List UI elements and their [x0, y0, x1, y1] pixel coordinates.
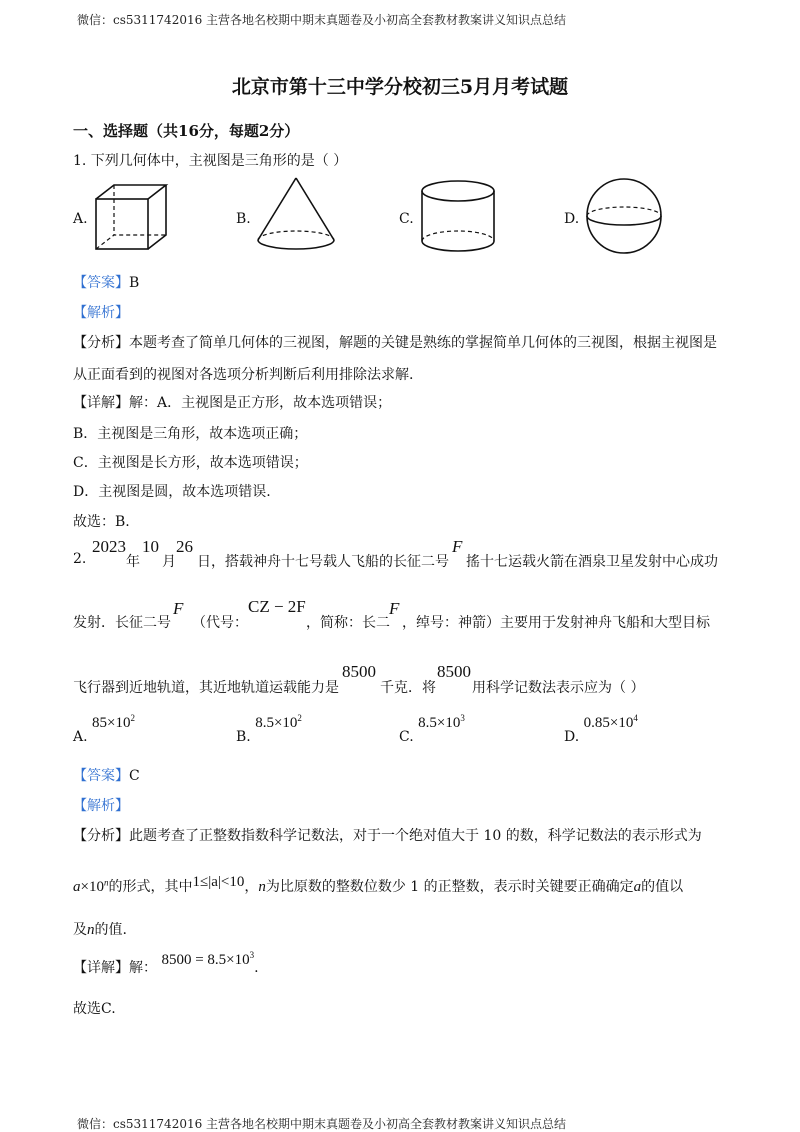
- option-exp: 2: [130, 713, 135, 723]
- exp-n: n: [103, 877, 109, 888]
- q2-detail: [73, 950, 259, 977]
- q1-detail-line2: B．主视图是三角形，故本选项正确；: [73, 426, 308, 442]
- q2-line2-f1: F: [173, 599, 184, 618]
- page-footer: 微信：cs5311742016 主营各地名校期中期末真题卷及小初高全套教材教案讲义知识点总结: [77, 1117, 567, 1131]
- comma: ，: [244, 879, 259, 895]
- inequality: 1≤|a|<10: [192, 874, 245, 890]
- q2-month-unit: 月: [162, 554, 176, 570]
- fenxi-text: 的值以: [641, 879, 684, 895]
- option-base: 85×10: [92, 715, 131, 731]
- detail-text: 解：: [129, 960, 157, 976]
- q2-line1-tail: 搖十七运载火箭在酒泉卫星发射中心成功: [466, 554, 718, 570]
- equation-base: 8500 = 8.5×10: [161, 952, 250, 968]
- cone-icon: [256, 176, 336, 254]
- option-math: [92, 715, 135, 731]
- equation-exp: 3: [249, 950, 255, 960]
- q1-detail-line3: C．主视图是长方形，故本选项错误；: [73, 455, 308, 471]
- q2-line2-a: 发射．长征二号: [73, 615, 171, 631]
- option-math: [584, 715, 638, 731]
- q2-rocket-f: F: [452, 537, 463, 556]
- detail-tag: 【详解】: [73, 960, 129, 976]
- fenxi-tag: 【分析】: [73, 828, 129, 844]
- q2-line2-f2: F: [389, 599, 400, 618]
- option-letter: A.: [73, 729, 88, 745]
- q2-conclusion: 故选C.: [73, 1001, 116, 1017]
- var-a: a: [633, 879, 642, 895]
- q2-day: 26: [176, 537, 193, 556]
- q1-option-b-label: B.: [236, 211, 251, 227]
- q2-year-unit: 年: [126, 554, 140, 570]
- detail-equation: [161, 952, 254, 968]
- option-math: [255, 715, 302, 731]
- option-exp: 2: [297, 713, 302, 723]
- q2-fenxi-line2: [73, 876, 683, 896]
- q2-line3-c: 用科学记数法表示应为（ ）: [472, 680, 645, 696]
- detail-text: 解：A．主视图是正方形，故本选项错误；: [129, 395, 392, 411]
- option-letter: C.: [399, 729, 414, 745]
- q1-option-d-label: D.: [564, 211, 580, 227]
- answer-tag: 【答案】: [73, 768, 129, 784]
- page-title: 北京市第十三中学分校初三5月月考试题: [231, 76, 569, 98]
- q2-line2-b: （代号：: [192, 615, 248, 631]
- option-math: [418, 715, 465, 731]
- answer-value: B: [129, 275, 140, 291]
- q2-fenxi-line3: [73, 919, 127, 939]
- option-exp: 4: [633, 713, 638, 723]
- cylinder-icon: [420, 179, 496, 255]
- sphere-icon: [585, 177, 665, 257]
- period: .: [254, 960, 259, 976]
- option-base: 8.5×10: [418, 715, 461, 731]
- detail-tag: 【详解】: [73, 395, 129, 411]
- q2-8500-b: 8500: [437, 662, 471, 681]
- q2-line2-c: ，简称：长二: [306, 615, 390, 631]
- section-heading: 一、选择题（共16分，每题2分）: [73, 122, 300, 140]
- q1-conclusion: 故选：B.: [73, 514, 130, 530]
- fenxi-tag: 【分析】: [73, 335, 129, 351]
- answer-tag: 【答案】: [73, 275, 129, 291]
- q2-number: 2.: [73, 551, 87, 567]
- fenxi-text: 的值.: [94, 922, 127, 938]
- cube-icon: [94, 183, 174, 253]
- q2-line1-text: 日，搭载神舟十七号载人飞船的长征二号: [197, 554, 449, 570]
- q2-code: CZ − 2F: [248, 597, 306, 616]
- q1-fenxi-line1: [73, 332, 717, 352]
- fenxi-text: 此题考查了正整数指数科学记数法，对于一个绝对值大于 10 的数，科学记数法的表示形式为: [129, 828, 702, 844]
- q1-answer: [73, 272, 139, 292]
- times-ten: ×10: [80, 879, 104, 895]
- q2-line3-b: 千克．将: [380, 680, 436, 696]
- q1-fenxi-line2: 从正面看到的视图对各选项分析判断后利用排除法求解.: [73, 367, 414, 383]
- q1-stem: 1. 下列几何体中，主视图是三角形的是（ ）: [73, 153, 348, 169]
- fenxi-text: 的形式，其中: [108, 879, 193, 895]
- option-exp: 3: [460, 713, 465, 723]
- q1-option-a-label: A.: [73, 211, 88, 227]
- q2-answer: [73, 765, 140, 785]
- q2-line2-d: ，绰号：神箭）主要用于发射神舟飞船和大型目标: [402, 615, 710, 631]
- var-a: a: [73, 879, 81, 895]
- var-n: n: [87, 922, 95, 938]
- var-n: n: [258, 879, 266, 895]
- page-header: 微信：cs5311742016 主营各地名校期中期末真题卷及小初高全套教材教案讲义知识点总结: [77, 13, 567, 27]
- answer-value: C: [129, 768, 140, 784]
- option-base: 0.85×10: [583, 715, 634, 731]
- q2-month: 10: [142, 537, 159, 556]
- q2-analysis-tag: 【解析】: [73, 798, 129, 814]
- fenxi-text: 本题考查了简单几何体的三视图，解题的关键是熟练的掌握简单几何体的三视图，根据主视图是: [129, 335, 717, 351]
- option-letter: D.: [564, 729, 580, 745]
- q1-detail-line1: [73, 392, 391, 412]
- fenxi-text: 及: [73, 922, 87, 938]
- option-letter: B.: [236, 729, 251, 745]
- q1-analysis-tag: 【解析】: [73, 305, 129, 321]
- q2-year: 2023: [92, 537, 126, 556]
- q1-option-c-label: C.: [399, 211, 414, 227]
- fenxi-text: 为比原数的整数位数少 1 的正整数，表示时关键要正确确定: [265, 879, 634, 895]
- q1-detail-line4: D．主视图是圆，故本选项错误.: [73, 484, 271, 500]
- q2-line3-a: 飞行器到近地轨道，其近地轨道运载能力是: [73, 680, 339, 696]
- q2-fenxi-line1: [73, 825, 702, 845]
- option-base: 8.5×10: [255, 715, 298, 731]
- q2-8500-a: 8500: [342, 662, 376, 681]
